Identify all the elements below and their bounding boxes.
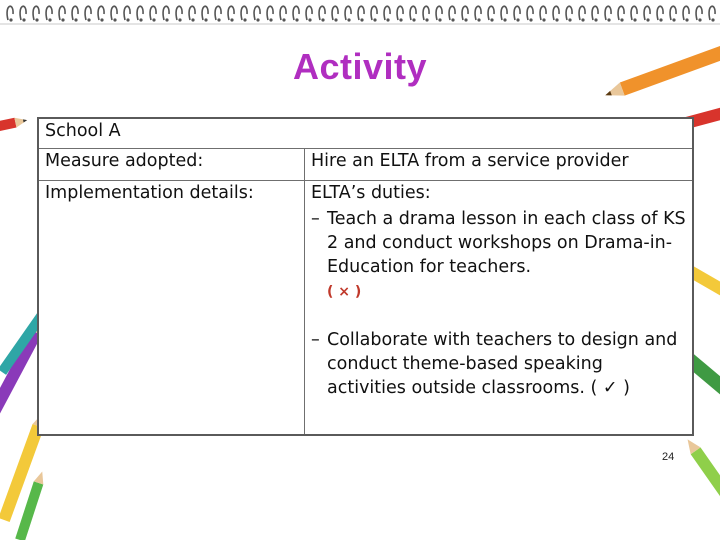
table-row	[38, 180, 693, 435]
measure-value-cell: Hire an ELTA from a service provider	[305, 148, 694, 180]
duty-text: Teach a drama lesson in each class of KS 2 and conduct workshops on Drama-in-Education for teachers.	[327, 208, 686, 277]
duties-cell	[305, 180, 694, 435]
cross-mark-icon: ( × )	[327, 283, 362, 300]
slide-title: Activity	[292, 46, 428, 87]
pencil-lime-right-icon	[683, 436, 720, 504]
table-row	[38, 118, 693, 148]
measure-label-cell: Measure adopted:	[38, 148, 305, 180]
duty-text: Collaborate with teachers to design and conduct theme-based speaking activities outside classrooms.	[327, 329, 678, 398]
pencil-red-icon	[0, 115, 28, 133]
school-name-cell: School A	[38, 118, 693, 148]
table-row	[38, 148, 693, 180]
activity-table	[37, 117, 694, 436]
pencil-orange-icon	[603, 41, 720, 101]
check-mark-icon: ( ✓ )	[590, 377, 630, 398]
duty-dash: –	[311, 208, 320, 229]
duties-heading: ELTA’s duties:	[311, 182, 431, 203]
duty-item	[311, 328, 686, 400]
duty-dash: –	[311, 329, 320, 350]
duty-item	[311, 207, 686, 304]
page-number: 24	[662, 451, 675, 463]
implementation-label-cell: Implementation details:	[38, 180, 305, 435]
